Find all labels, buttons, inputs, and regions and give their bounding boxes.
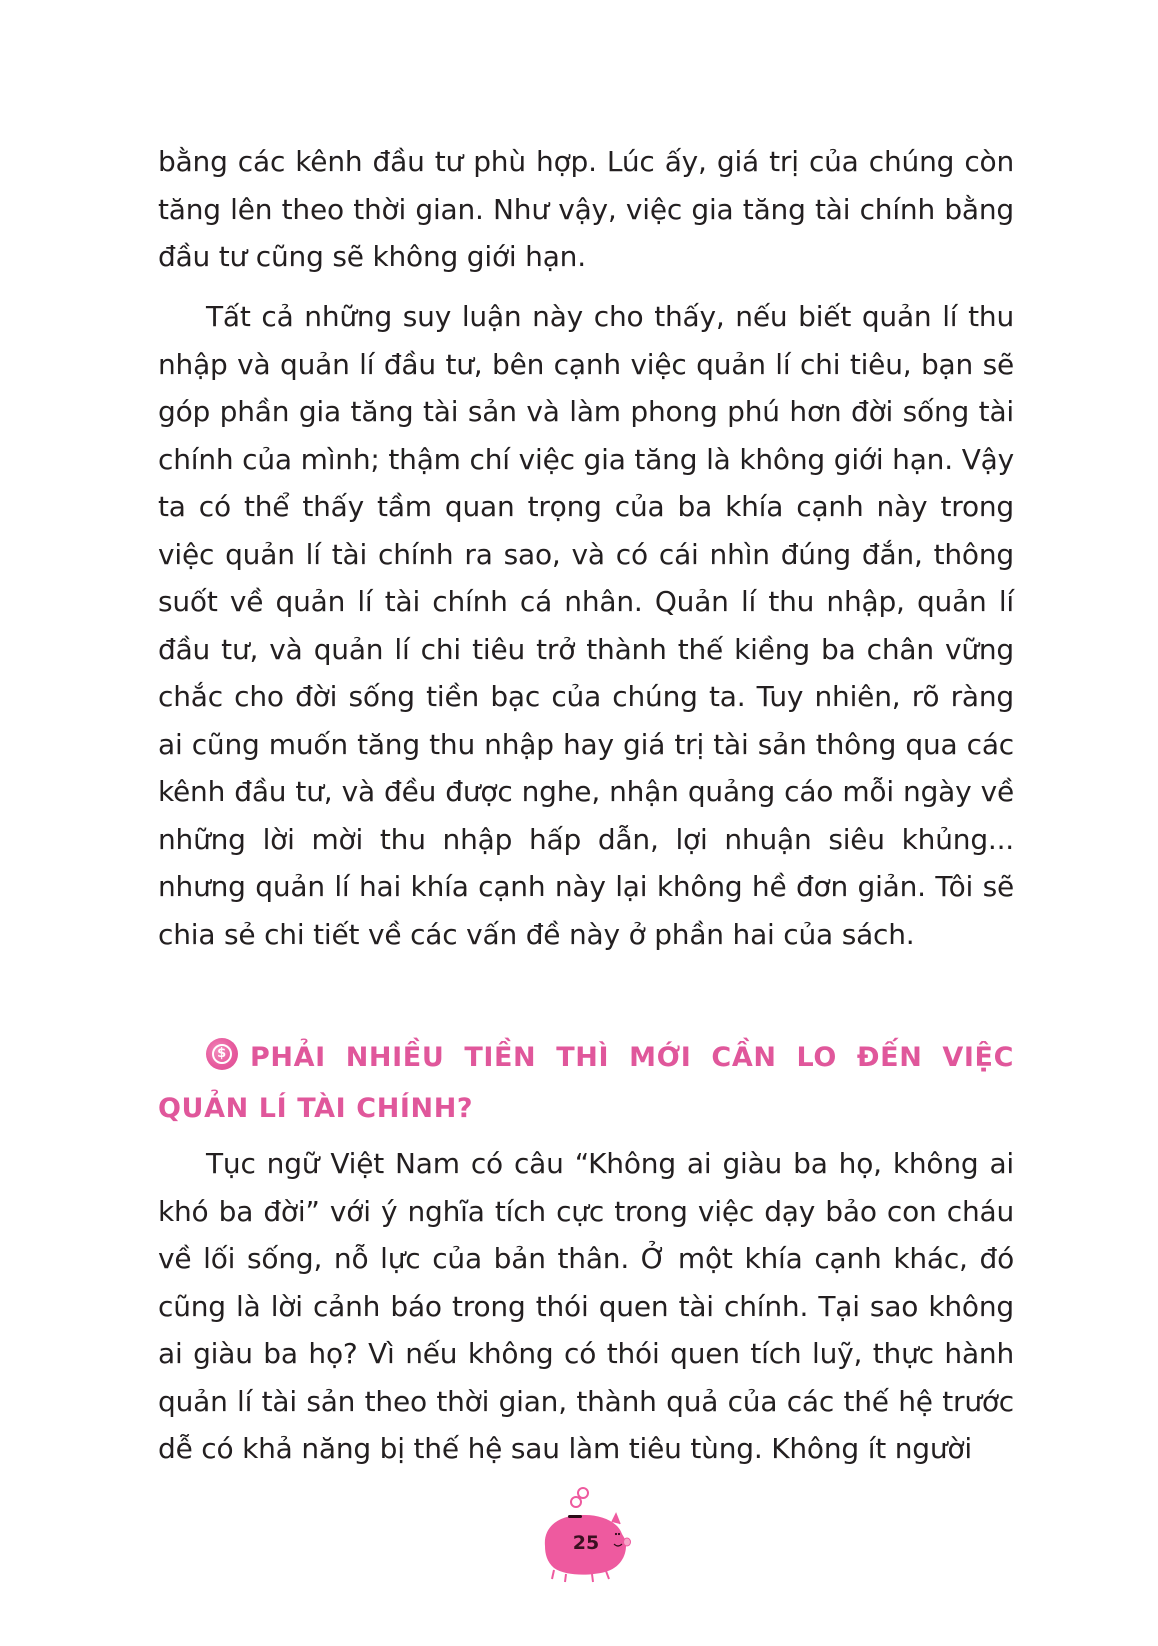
paragraph-text: Tất cả những suy luận này cho thấy, nếu biết quản lí thu nhập và quản lí đầu tư, bên cạnh việc quản lí chi tiêu, bạn sẽ góp phần gia tăng tài sản và làm phong phú hơn đời sống tài chính của mình; thậm chí việc gia tăng là không giới hạn. Vậy ta có thể thấy tầm quan trọng của ba khía cạnh này trong việc quản lí tài chính ra sao, và có cái nhìn đúng đắn, thông suốt về quản lí tài chính cá nhân. Quản lí thu nhập, quản lí đầu tư, và quản lí chi tiêu trở thành thế kiềng ba chân vững chắc cho đời sống tiền bạc của chúng ta. Tuy nhiên, rõ ràng ai cũng muốn tăng thu nhập hay giá trị tài sản thông qua các kênh đầu tư, và đều được nghe, nhận quảng cáo mỗi ngày về những lời mời thu nhập hấp dẫn, lợi nhuận siêu khủng... nhưng quản lí hai khía cạnh này lại không hề đơn giản. Tôi sẽ chia sẻ chi tiết về các vấn đề này ở phần hai của sách. — [158, 300, 1014, 951]
coin-slot — [568, 1515, 582, 1518]
pig-ear — [612, 1514, 620, 1524]
paragraph-text: Tục ngữ Việt Nam có câu “Không ai giàu ba họ, không ai khó ba đời” với ý nghĩa tích cực trong việc dạy bảo con cháu về lối sống, nỗ lực của bản thân. Ở một khía cạnh khác, đó cũng là lời cảnh báo trong thói quen tài chính. Tại sao không ai giàu ba họ? Vì nếu không có thói quen tích luỹ, thực hành quản lí tài sản theo thời gian, thành quả của các thế hệ trước dễ có khả năng bị thế hệ sau làm tiêu tùng. Không ít người — [158, 1147, 1014, 1465]
paragraph-proverb — [158, 1140, 1014, 1473]
section-heading — [158, 1032, 1014, 1134]
paragraph-text: bằng các kênh đầu tư phù hợp. Lúc ấy, giá trị của chúng còn tăng lên theo thời gian. Như vậy, việc gia tăng tài chính bằng đầu tư cũng sẽ không giới hạn. — [158, 145, 1014, 273]
dollar-coin-icon: $ — [206, 1038, 238, 1070]
section-heading-text: PHẢI NHIỀU TIỀN THÌ MỚI CẦN LO ĐẾN VIỆC QUẢN LÍ TÀI CHÍNH? — [158, 1042, 1014, 1124]
coin-icon — [571, 1497, 581, 1507]
page-number: 25 — [572, 1532, 600, 1554]
paragraph-three-aspects — [158, 293, 1014, 958]
paragraph-continued — [158, 138, 1014, 281]
coin-icon — [578, 1488, 588, 1498]
